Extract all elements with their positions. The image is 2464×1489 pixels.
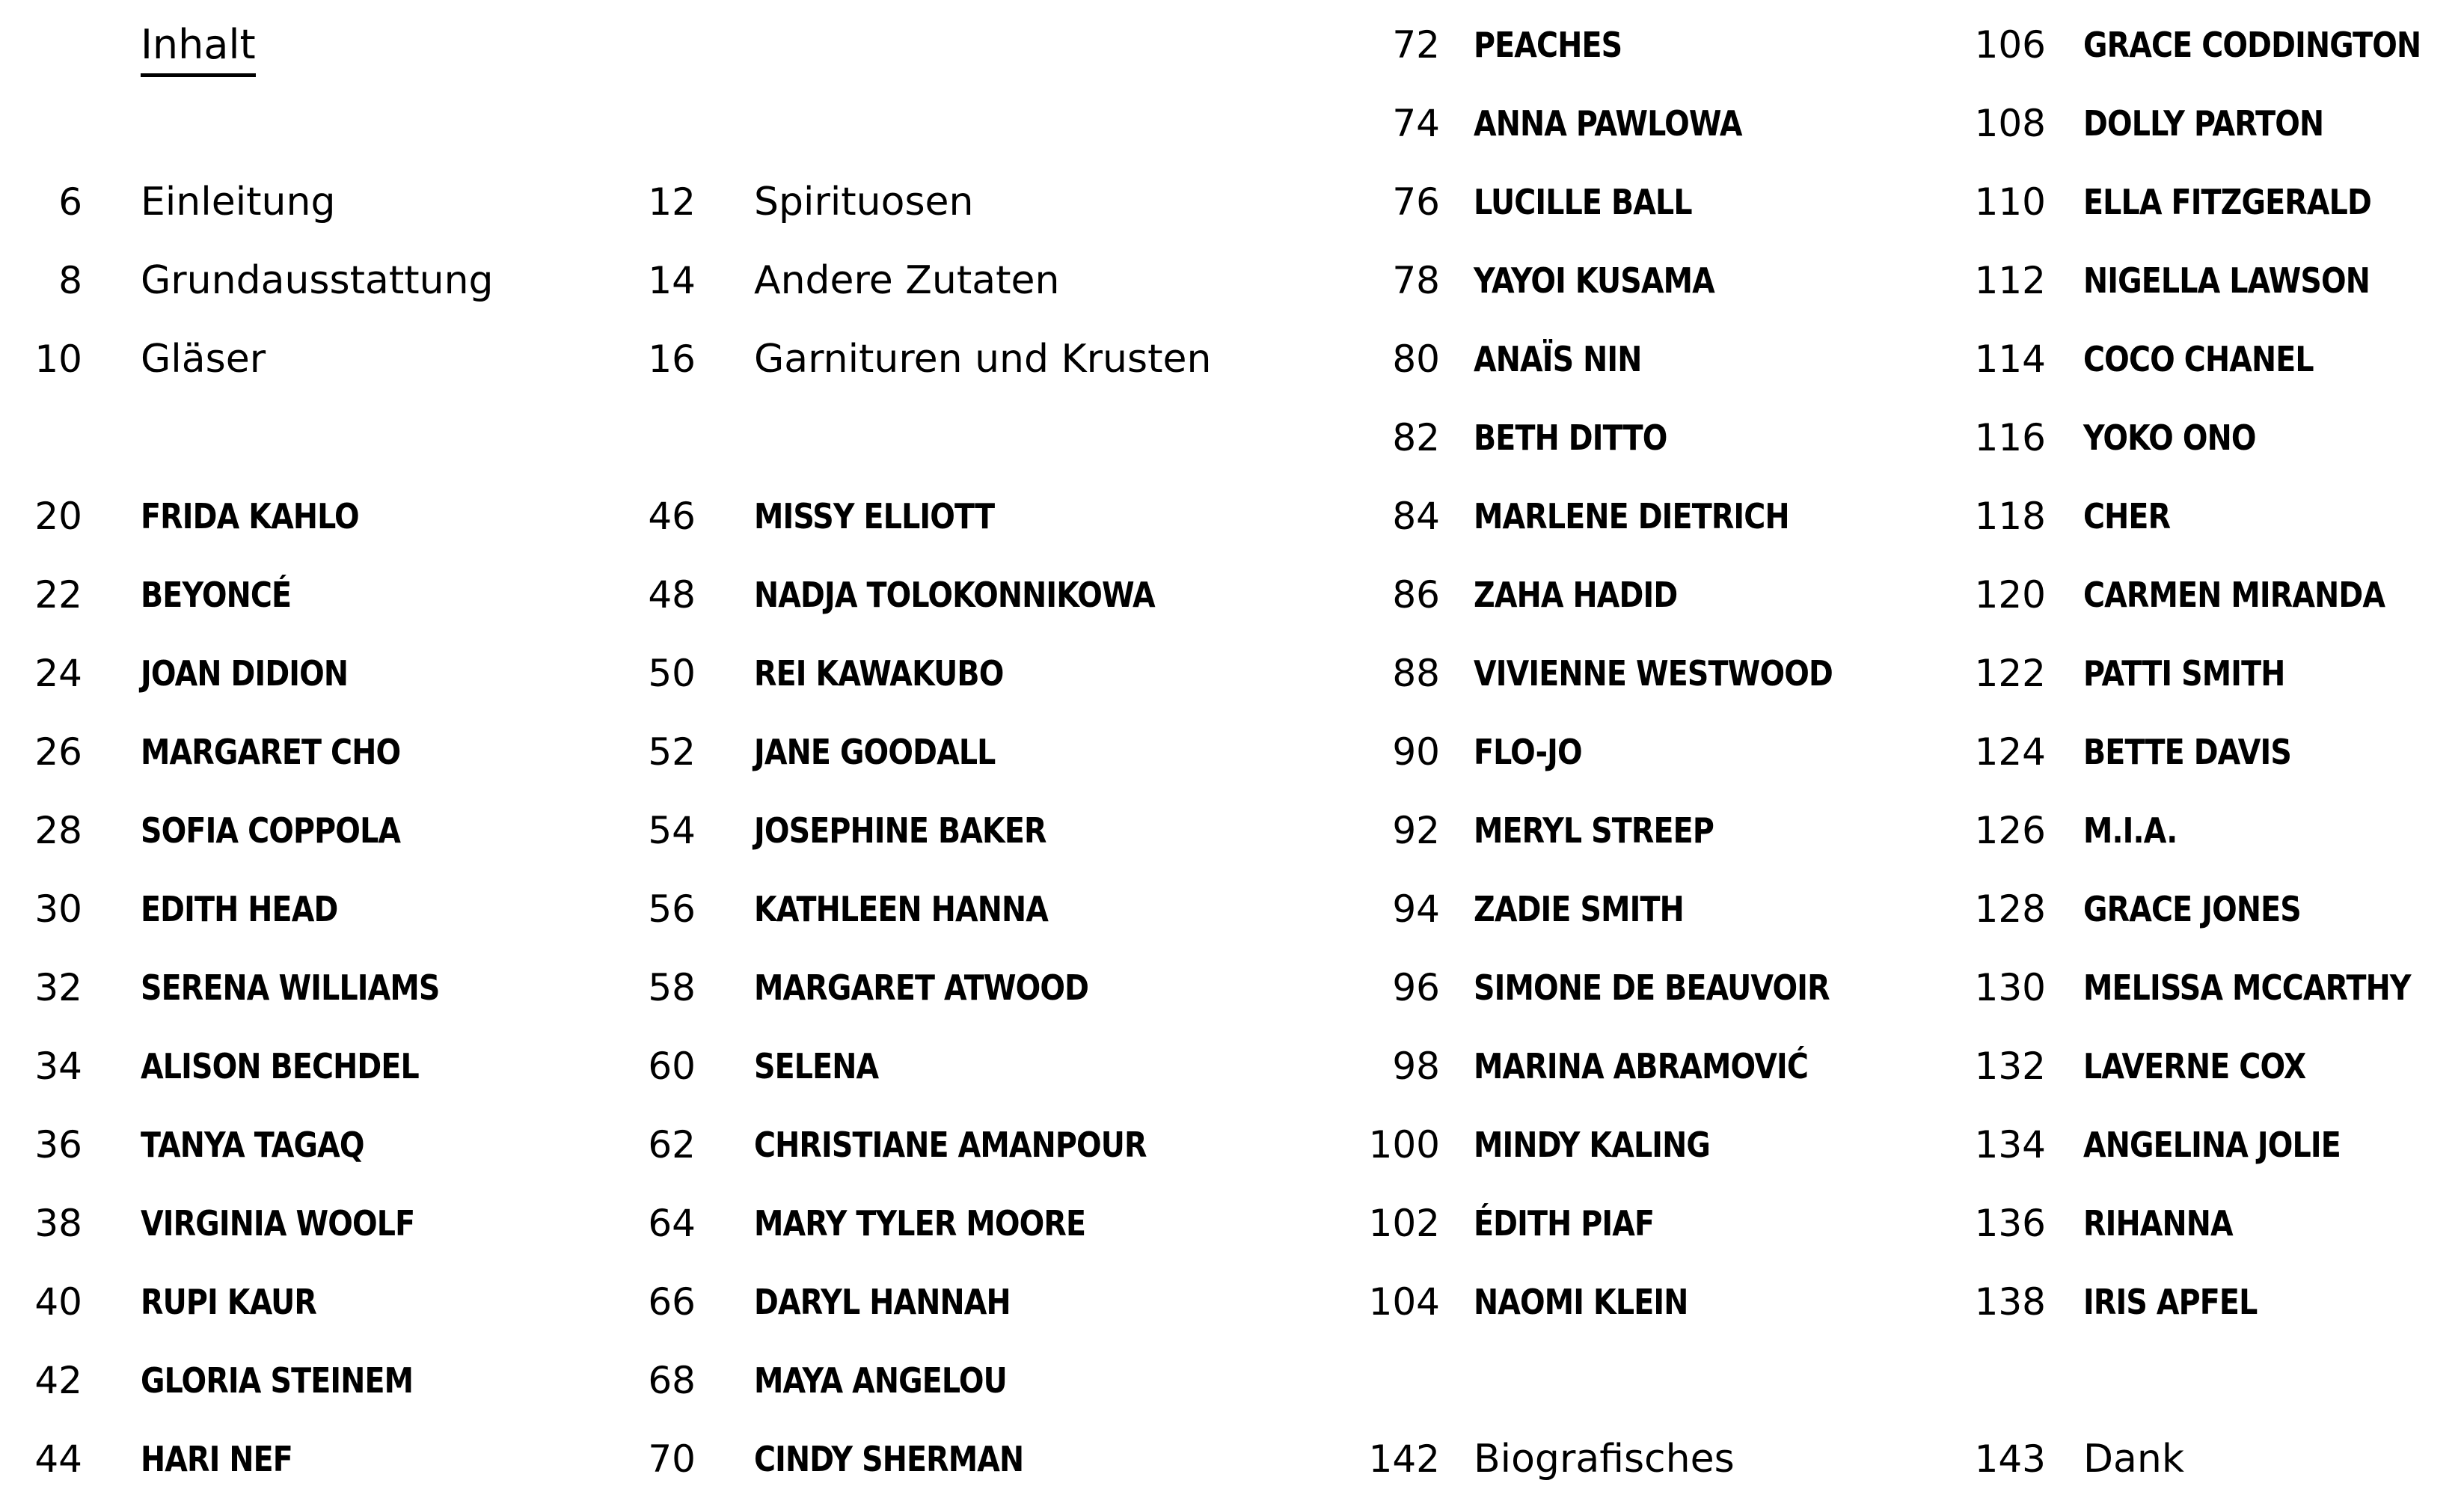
page-number: 110 xyxy=(1974,180,2046,224)
entry-title: NADJA TOLOKONNIKOWA xyxy=(754,575,1155,615)
entry-title: MAYA ANGELOU xyxy=(754,1360,1007,1401)
entry-title: MELISSA MCCARTHY xyxy=(2083,967,2411,1008)
page-number: 82 xyxy=(1392,416,1440,459)
page-number: 124 xyxy=(1974,730,2046,774)
page-number: 22 xyxy=(34,573,82,617)
page-number: 94 xyxy=(1392,887,1440,931)
page-number: 88 xyxy=(1392,652,1440,695)
entry-title: MARLENE DIETRICH xyxy=(1474,496,1789,536)
entry-title: GRACE JONES xyxy=(2083,889,2301,929)
page-number: 72 xyxy=(1392,23,1440,67)
page-number: 70 xyxy=(648,1437,696,1481)
page-number: 134 xyxy=(1974,1123,2046,1167)
page-number: 143 xyxy=(1974,1437,2046,1481)
entry-title: M.I.A. xyxy=(2083,810,2178,851)
page-number: 48 xyxy=(648,573,696,617)
page-number: 60 xyxy=(648,1045,696,1088)
entry-title: CARMEN MIRANDA xyxy=(2083,575,2385,615)
entry-title: MINDY KALING xyxy=(1474,1125,1711,1165)
page-number: 106 xyxy=(1974,23,2046,67)
entry-title: SERENA WILLIAMS xyxy=(141,967,440,1008)
entry-title: IRIS APFEL xyxy=(2083,1282,2258,1322)
page-number: 44 xyxy=(34,1437,82,1481)
entry-title: GLORIA STEINEM xyxy=(141,1360,414,1401)
entry-title: BETTE DAVIS xyxy=(2083,732,2291,772)
entry-title: TANYA TAGAQ xyxy=(141,1125,364,1165)
entry-title: SIMONE DE BEAUVOIR xyxy=(1474,967,1830,1008)
entry-title: NIGELLA LAWSON xyxy=(2083,260,2370,301)
page-number: 34 xyxy=(34,1045,82,1088)
page-number: 20 xyxy=(34,495,82,538)
page-number: 68 xyxy=(648,1359,696,1402)
page-title: Inhalt xyxy=(141,16,256,77)
entry-title: Biografisches xyxy=(1474,1437,1735,1482)
entry-title: Garnituren und Krusten xyxy=(754,337,1212,382)
page-number: 112 xyxy=(1974,259,2046,302)
page-number: 138 xyxy=(1974,1280,2046,1324)
entry-title: SOFIA COPPOLA xyxy=(141,810,401,851)
page-number: 74 xyxy=(1392,102,1440,145)
entry-title: REI KAWAKUBO xyxy=(754,653,1004,694)
entry-title: ÉDITH PIAF xyxy=(1474,1203,1655,1244)
entry-title: ANNA PAWLOWA xyxy=(1474,103,1742,144)
page-number: 102 xyxy=(1368,1202,1440,1245)
page-number: 80 xyxy=(1392,337,1440,381)
entry-title: ZAHA HADID xyxy=(1474,575,1678,615)
page-number: 36 xyxy=(34,1123,82,1167)
entry-title: SELENA xyxy=(754,1046,879,1086)
page-number: 50 xyxy=(648,652,696,695)
page-number: 98 xyxy=(1392,1045,1440,1088)
page-number: 26 xyxy=(34,730,82,774)
entry-title: YAYOI KUSAMA xyxy=(1474,260,1714,301)
page-number: 58 xyxy=(648,966,696,1009)
page-number: 78 xyxy=(1392,259,1440,302)
entry-title: ANGELINA JOLIE xyxy=(2083,1125,2341,1165)
page-number: 108 xyxy=(1974,102,2046,145)
entry-title: Grundausstattung xyxy=(141,258,494,303)
page-number: 96 xyxy=(1392,966,1440,1009)
page-number: 92 xyxy=(1392,809,1440,852)
page-number: 16 xyxy=(648,337,696,381)
page-number: 132 xyxy=(1974,1045,2046,1088)
page-number: 104 xyxy=(1368,1280,1440,1324)
entry-title: MARINA ABRAMOVIĆ xyxy=(1474,1046,1809,1086)
entry-title: NAOMI KLEIN xyxy=(1474,1282,1688,1322)
entry-title: MARGARET ATWOOD xyxy=(754,967,1089,1008)
entry-title: VIRGINIA WOOLF xyxy=(141,1203,415,1244)
entry-title: ALISON BECHDEL xyxy=(141,1046,419,1086)
entry-title: FLO-JO xyxy=(1474,732,1582,772)
page-number: 30 xyxy=(34,887,82,931)
entry-title: CHRISTIANE AMANPOUR xyxy=(754,1125,1147,1165)
entry-title: MARY TYLER MOORE xyxy=(754,1203,1086,1244)
entry-title: EDITH HEAD xyxy=(141,889,338,929)
entry-title: MARGARET CHO xyxy=(141,732,401,772)
page-number: 100 xyxy=(1368,1123,1440,1167)
page-number: 38 xyxy=(34,1202,82,1245)
page-number: 130 xyxy=(1974,966,2046,1009)
entry-title: Dank xyxy=(2083,1437,2184,1482)
page-number: 90 xyxy=(1392,730,1440,774)
entry-title: GRACE CODDINGTON xyxy=(2083,25,2421,65)
entry-title: Andere Zutaten xyxy=(754,258,1060,303)
entry-title: MERYL STREEP xyxy=(1474,810,1714,851)
page-number: 56 xyxy=(648,887,696,931)
entry-title: HARI NEF xyxy=(141,1439,292,1479)
page-number: 64 xyxy=(648,1202,696,1245)
entry-title: CINDY SHERMAN xyxy=(754,1439,1024,1479)
entry-title: Einleitung xyxy=(141,180,336,224)
page-number: 120 xyxy=(1974,573,2046,617)
page-number: 28 xyxy=(34,809,82,852)
entry-title: JOAN DIDION xyxy=(141,653,349,694)
entry-title: ANAÏS NIN xyxy=(1474,339,1642,379)
page-number: 76 xyxy=(1392,180,1440,224)
page-number: 136 xyxy=(1974,1202,2046,1245)
page-number: 122 xyxy=(1974,652,2046,695)
page-number: 114 xyxy=(1974,337,2046,381)
page-number: 84 xyxy=(1392,495,1440,538)
page-number: 6 xyxy=(58,180,82,224)
page-number: 32 xyxy=(34,966,82,1009)
entry-title: LUCILLE BALL xyxy=(1474,182,1692,222)
page-number: 128 xyxy=(1974,887,2046,931)
page-number: 8 xyxy=(58,259,82,302)
entry-title: KATHLEEN HANNA xyxy=(754,889,1048,929)
page-number: 24 xyxy=(34,652,82,695)
entry-title: COCO CHANEL xyxy=(2083,339,2314,379)
entry-title: DARYL HANNAH xyxy=(754,1282,1011,1322)
page-number: 52 xyxy=(648,730,696,774)
entry-title: PEACHES xyxy=(1474,25,1622,65)
page-number: 14 xyxy=(648,259,696,302)
entry-title: CHER xyxy=(2083,496,2171,536)
page-number: 54 xyxy=(648,809,696,852)
entry-title: ELLA FITZGERALD xyxy=(2083,182,2371,222)
page-number: 86 xyxy=(1392,573,1440,617)
entry-title: ZADIE SMITH xyxy=(1474,889,1684,929)
entry-title: LAVERNE COX xyxy=(2083,1046,2306,1086)
entry-title: Spirituosen xyxy=(754,180,974,224)
page-number: 62 xyxy=(648,1123,696,1167)
entry-title: YOKO ONO xyxy=(2083,418,2256,458)
entry-title: VIVIENNE WESTWOOD xyxy=(1474,653,1833,694)
page-number: 142 xyxy=(1368,1437,1440,1481)
page-number: 118 xyxy=(1974,495,2046,538)
entry-title: JANE GOODALL xyxy=(754,732,996,772)
page-number: 42 xyxy=(34,1359,82,1402)
entry-title: BEYONCÉ xyxy=(141,575,292,615)
entry-title: FRIDA KAHLO xyxy=(141,496,359,536)
page-number: 66 xyxy=(648,1280,696,1324)
page-number: 40 xyxy=(34,1280,82,1324)
entry-title: RUPI KAUR xyxy=(141,1282,316,1322)
page-number: 12 xyxy=(648,180,696,224)
entry-title: RIHANNA xyxy=(2083,1203,2233,1244)
page-number: 10 xyxy=(34,337,82,381)
entry-title: Gläser xyxy=(141,337,266,382)
page-number: 116 xyxy=(1974,416,2046,459)
page-number: 126 xyxy=(1974,809,2046,852)
entry-title: JOSEPHINE BAKER xyxy=(754,810,1046,851)
entry-title: DOLLY PARTON xyxy=(2083,103,2324,144)
entry-title: PATTI SMITH xyxy=(2083,653,2285,694)
entry-title: MISSY ELLIOTT xyxy=(754,496,995,536)
entry-title: BETH DITTO xyxy=(1474,418,1667,458)
page-number: 46 xyxy=(648,495,696,538)
